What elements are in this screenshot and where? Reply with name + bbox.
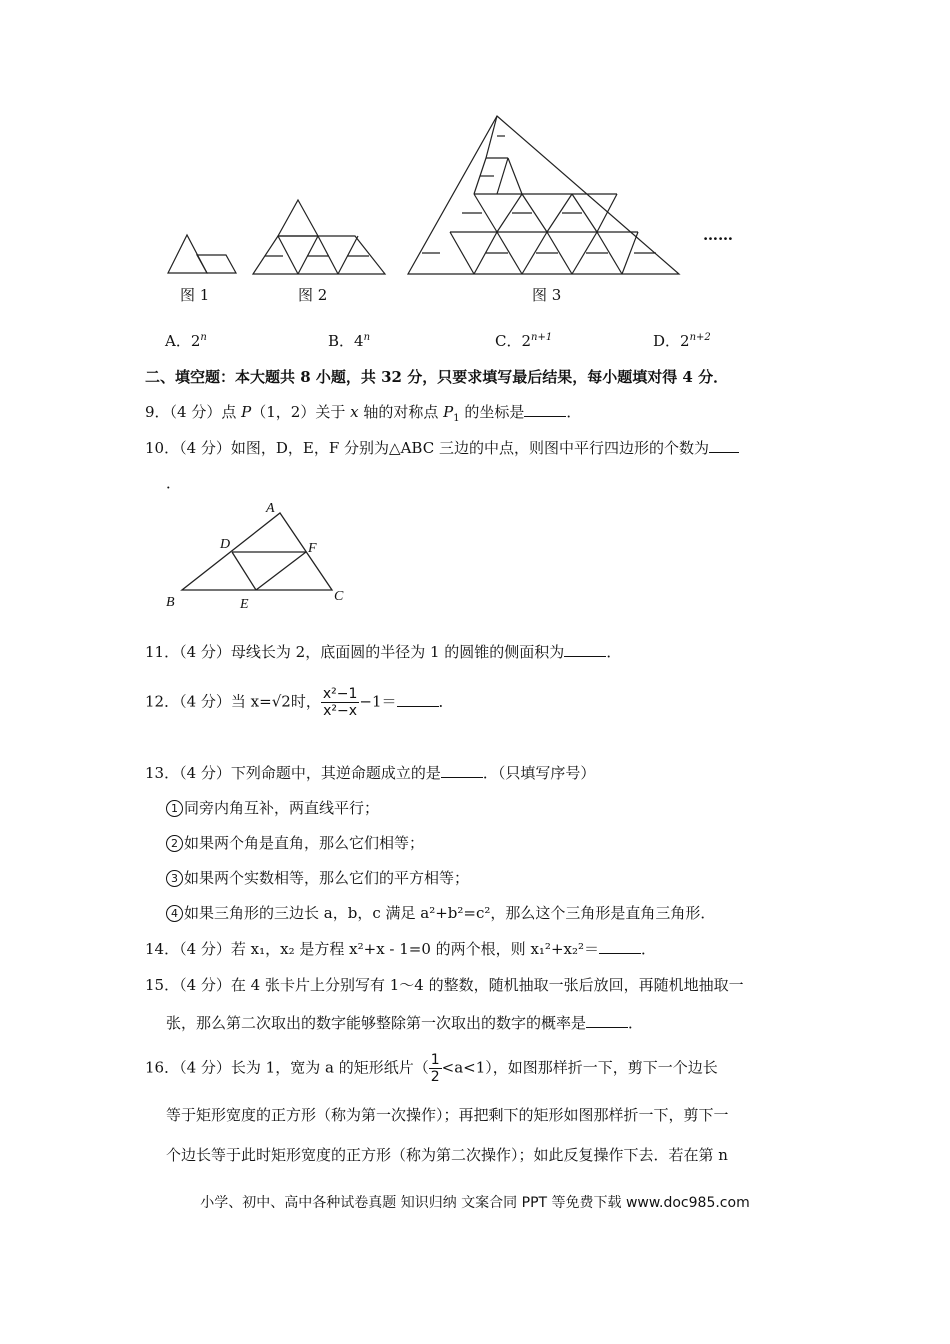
proposition-4: 4 如果三角形的三边长 a，b，c 满足 a²+b²=c²，那么这个三角形是直角三角形． [166,902,715,923]
figure-1 [160,225,245,280]
label-f: F [308,541,317,556]
question-10: 10．（4 分）如图，D，E，F 分别为△ABC 三边的中点，则图中平行四边形的个数为 [145,437,739,458]
page-footer: 小学、初中、高中各种试卷真题 知识归纳 文案合同 PPT 等免费下载 www.doc985.com [200,1195,750,1211]
label-c: C [334,589,344,604]
triangle-abc-figure [160,498,350,614]
answer-blank [397,705,439,707]
figure-1-caption: 图 1 [180,286,210,304]
question-11: 11．（4 分）母线长为 2，底面圆的半径为 1 的圆锥的侧面积为 ． [145,643,622,661]
fraction-half: $\frac{1}{2}$ [430,1052,440,1085]
question-10-end: ． [166,474,182,492]
question-16-line3: 个边长等于此时矩形宽度的正方形（称为第二次操作）；如此反复操作下去．若在第 n [166,1146,728,1164]
proposition-3: 3 如果两个实数相等，那么它们的平方相等； [166,867,469,888]
option-b: B．4$^n$ [328,332,371,350]
proposition-2: 2 如果两个角是直角，那么它们相等； [166,832,424,853]
question-15: 15．（4 分）在 4 张卡片上分别写有 1～4 的整数，随机抽取一张后放回，再随机地抽取一 [145,976,744,994]
option-d: D．$2^{n+2}$ [653,332,711,350]
figure-ellipsis: …… [703,226,733,244]
section-heading: 二、填空题：本大题共 8 小题，共 32 分，只要求填写最后结果，每小题填对得 4 分． [145,368,729,386]
proposition-1: 1 同旁内角互补，两直线平行； [166,797,379,818]
figure-3 [402,110,687,280]
question-15-line2: 张，那么第二次取出的数字能够整除第一次取出的数字的概率是 ． [166,1014,644,1032]
question-14: 14．（4 分）若 x₁，x₂ 是方程 x²+x - 1=0 的两个根，则 x₁²+x₂²＝ ． [145,940,657,958]
question-13: 13．（4 分）下列命题中，其逆命题成立的是 ．（只填写序号） [145,764,596,782]
answer-blank [564,655,606,657]
label-d: D [220,537,231,552]
option-a: A．2$^n$ [165,332,207,350]
figure-3-caption: 图 3 [532,286,562,304]
option-c: C．$2^{n+1}$ [495,332,553,350]
question-16: 16．（4 分）长为 1，宽为 a 的矩形纸片（ $\frac{1}{2}$ <a<1），如图那样折一下，剪下一个边长 [145,1052,718,1085]
label-a: A [266,501,275,516]
fraction: $\frac{\text{x²−1}}{\text{x²−x}}$ [322,686,358,719]
question-12: 12．（4 分）当 x=√2时， $\frac{\text{x²−1}}{\text{x²−x}}$ −1＝ ． [145,686,454,719]
label-b: B [166,595,175,610]
answer-blank [709,451,739,453]
answer-blank [599,952,641,954]
figure-2 [245,190,390,280]
answer-blank [441,776,483,778]
label-e: E [240,597,249,612]
answer-blank [524,415,566,417]
question-16-line2: 等于矩形宽度的正方形（称为第一次操作）；再把剩下的矩形如图那样折一下，剪下一 [166,1106,729,1124]
question-9: 9．（4 分）点 P（1，2）关于 x 轴的对称点 $P_1$ 的坐标是 ． [145,403,582,424]
answer-blank [586,1026,628,1028]
figure-2-caption: 图 2 [298,286,328,304]
